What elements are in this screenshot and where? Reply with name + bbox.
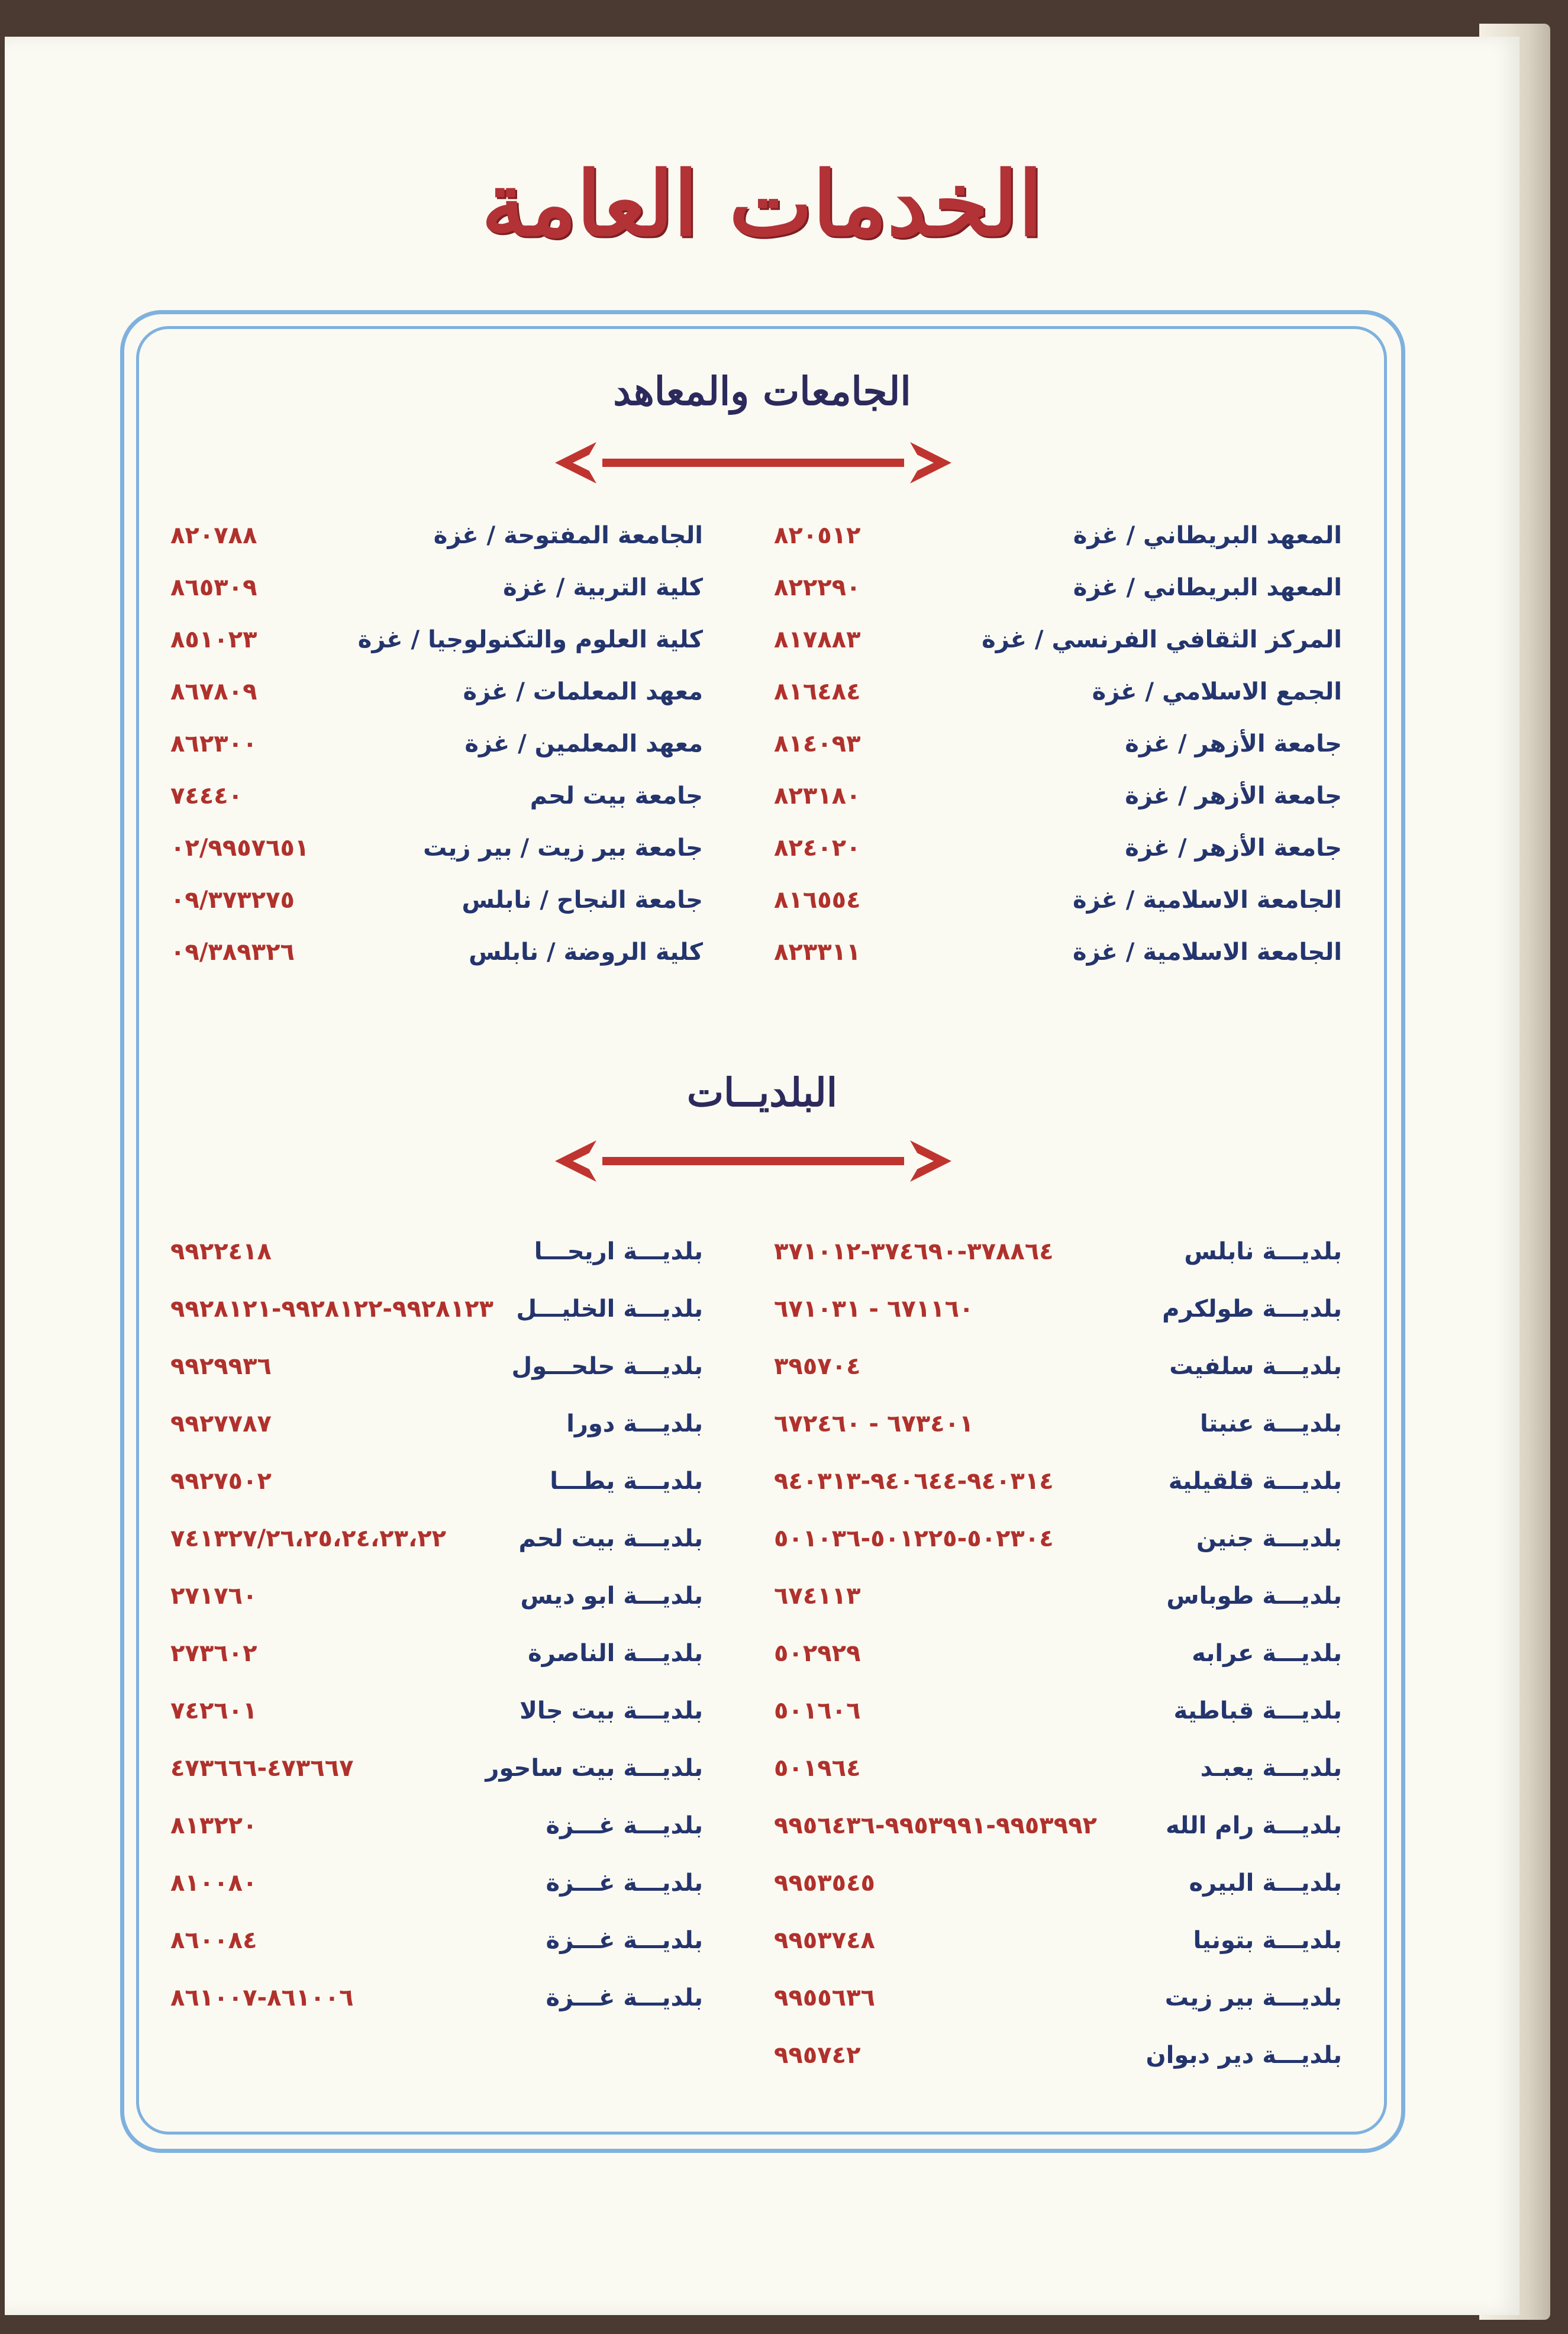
entry-name: معهد المعلمين / غزة: [464, 730, 703, 757]
university-row: [170, 939, 703, 980]
entry-name: كلية العلوم والتكنولوجيا / غزة: [357, 626, 703, 653]
entry-phone: ٨٦٧٨٠٩: [170, 678, 257, 705]
entry-phone: ٨٢٢٢٩٠: [774, 574, 861, 601]
entry-phone: ٩٩٢٢٤١٨: [170, 1238, 272, 1265]
entry-name: بلديـــة عنبتا: [1200, 1410, 1342, 1437]
entry-phone: ٨١٠٠٨٠: [170, 1869, 257, 1897]
entry-name: بلديـــة سلفيت: [1169, 1353, 1342, 1380]
entry-phone: ٦٧٣٤٠١ - ٦٧٢٤٦٠: [774, 1410, 974, 1437]
universities-heading: الجامعات والمعاهد: [613, 368, 911, 414]
page: [5, 37, 1519, 2315]
entry-phone: ٣٩٥٧٠٤: [774, 1353, 861, 1380]
entry-name: الجامعة المفتوحة / غزة: [433, 522, 703, 549]
entry-name: بلديـــة غـــزة: [546, 1812, 703, 1839]
entry-phone: ٦٧١١٦٠ - ٦٧١٠٣١: [774, 1295, 974, 1323]
university-row: [774, 574, 1342, 615]
entry-name: بلديـــة بيت ساحور: [485, 1755, 703, 1782]
entry-name: الجامعة الاسلامية / غزة: [1073, 886, 1342, 914]
entry-phone: ٠٩/٣٧٣٢٧٥: [170, 886, 295, 914]
municipality-row: [774, 1812, 1342, 1853]
university-row: [774, 730, 1342, 772]
municipality-row: [170, 1812, 703, 1853]
university-row: [170, 626, 703, 668]
entry-phone: ٩٩٥٣٧٤٨: [774, 1927, 875, 1954]
entry-phone: ٨٦٠٠٨٤: [170, 1927, 257, 1954]
university-row: [774, 834, 1342, 876]
entry-phone: ٧٤١٣٢٧/٢٦،٢٥،٢٤،٢٣،٢٢: [170, 1525, 447, 1552]
municipality-row: [170, 1410, 703, 1452]
entry-name: بلديـــة البيره: [1189, 1869, 1342, 1897]
university-row: [170, 678, 703, 720]
entry-phone: ٠٢/٩٩٥٧٦٥١: [170, 834, 309, 862]
municipality-row: [170, 1582, 703, 1624]
entry-name: جامعة الأزهر / غزة: [1125, 782, 1342, 810]
entry-phone: ٨٢٣٣١١: [774, 939, 861, 966]
municipality-row: [774, 1640, 1342, 1681]
entry-phone: ٨٦٥٣٠٩: [170, 574, 257, 601]
municipality-row: [170, 1295, 703, 1337]
entry-name: بلديـــة عرابه: [1192, 1640, 1342, 1667]
municipality-row: [774, 1525, 1342, 1566]
entry-name: بلديـــة دير دبوان: [1146, 2042, 1342, 2069]
entry-phone: ٨٢٣١٨٠: [774, 782, 861, 810]
page-title: الخدمات العامة: [481, 152, 1043, 256]
entry-name: بلديـــة رام الله: [1166, 1812, 1342, 1839]
entry-name: بلديـــة نابلس: [1184, 1238, 1342, 1265]
municipality-row: [774, 1869, 1342, 1911]
entry-name: بلديـــة جنين: [1196, 1525, 1342, 1552]
entry-name: بلديـــة بيت جالا: [520, 1697, 703, 1724]
entry-phone: ٩٩٥٥٦٣٦: [774, 1984, 875, 2011]
municipality-row: [774, 1582, 1342, 1624]
municipality-row: [170, 1353, 703, 1394]
entry-phone: ٤٧٣٦٦٧-٤٧٣٦٦٦: [170, 1755, 354, 1782]
municipality-row: [170, 1238, 703, 1279]
municipality-row: [774, 1410, 1342, 1452]
municipality-row: [774, 1755, 1342, 1796]
entry-phone: ٧٤٤٤٠: [170, 782, 243, 810]
university-row: [774, 886, 1342, 928]
double-arrow-ornament: [555, 439, 951, 486]
entry-name: بلديـــة الناصرة: [528, 1640, 703, 1667]
entry-phone: ٩٩٢٨١٢٣-٩٩٢٨١٢٢-٩٩٢٨١٢١: [170, 1295, 493, 1323]
entry-phone: ٢٧٣٦٠٢: [170, 1640, 257, 1667]
entry-name: بلديـــة بيت لحم: [518, 1525, 703, 1552]
entry-name: المركز الثقافي الفرنسي / غزة: [982, 626, 1342, 653]
entry-name: بلديـــة بير زيت: [1164, 1984, 1342, 2011]
municipality-row: [774, 1238, 1342, 1279]
municipality-row: [170, 1755, 703, 1796]
entry-phone: ٨٢٠٥١٢: [774, 522, 861, 549]
entry-name: الجمع الاسلامي / غزة: [1092, 678, 1342, 705]
municipality-row: [170, 1984, 703, 2026]
entry-phone: ٥٠١٩٦٤: [774, 1755, 861, 1782]
university-row: [774, 939, 1342, 980]
entry-phone: ٩٩٢٧٧٨٧: [170, 1410, 272, 1437]
entry-name: معهد المعلمات / غزة: [463, 678, 703, 705]
municipality-row: [170, 1869, 703, 1911]
municipality-row: [774, 1353, 1342, 1394]
entry-phone: ٨٢٠٧٨٨: [170, 522, 257, 549]
municipality-row: [170, 1927, 703, 1968]
entry-name: بلديـــة دورا: [566, 1410, 703, 1437]
entry-name: الجامعة الاسلامية / غزة: [1073, 939, 1342, 966]
entry-name: بلديـــة حلحـــول: [511, 1353, 703, 1380]
entry-phone: ٨١٦٥٥٤: [774, 886, 861, 914]
municipality-row: [774, 1927, 1342, 1968]
university-row: [170, 782, 703, 824]
university-row: [170, 522, 703, 563]
entry-phone: ٨٥١٠٢٣: [170, 626, 257, 653]
entry-phone: ٩٩٥٧٤٢: [774, 2042, 861, 2069]
university-row: [774, 626, 1342, 668]
entry-name: بلديـــة قباطية: [1173, 1697, 1342, 1724]
entry-name: بلديـــة اريحـــا: [534, 1238, 703, 1265]
entry-phone: ٨١٦٤٨٤: [774, 678, 861, 705]
entry-phone: ٨١٣٢٢٠: [170, 1812, 257, 1839]
entry-name: بلديـــة طوباس: [1166, 1582, 1342, 1610]
entry-phone: ٥٠١٦٠٦: [774, 1697, 861, 1724]
entry-name: بلديـــة طولكرم: [1162, 1295, 1342, 1323]
university-row: [170, 834, 703, 876]
municipality-row: [774, 1468, 1342, 1509]
entry-name: بلديـــة قلقيلية: [1168, 1468, 1342, 1495]
entry-name: بلديـــة غـــزة: [546, 1927, 703, 1954]
entry-name: المعهد البريطاني / غزة: [1073, 522, 1342, 549]
entry-name: جامعة بير زيت / بير زيت: [423, 834, 703, 862]
university-row: [774, 678, 1342, 720]
university-row: [170, 574, 703, 615]
entry-phone: ٧٤٢٦٠١: [170, 1697, 257, 1724]
entry-name: بلديـــة يطـــا: [550, 1468, 703, 1495]
entry-name: بلديـــة يعبـد: [1200, 1755, 1342, 1782]
entry-name: بلديـــة الخليـــل: [516, 1295, 703, 1323]
entry-name: المعهد البريطاني / غزة: [1073, 574, 1342, 601]
entry-phone: ٩٤٠٣١٤-٩٤٠٦٤٤-٩٤٠٣١٣: [774, 1468, 1054, 1495]
municipalities-heading: البلديــات: [686, 1069, 838, 1116]
entry-phone: ٩٩٥٣٥٤٥: [774, 1869, 875, 1897]
municipality-row: [170, 1525, 703, 1566]
entry-phone: ٩٩٢٩٩٣٦: [170, 1353, 272, 1380]
entry-phone: ٩٩٢٧٥٠٢: [170, 1468, 272, 1495]
entry-phone: ٦٧٤١١٣: [774, 1582, 861, 1610]
entry-name: كلية التربية / غزة: [503, 574, 703, 601]
university-row: [170, 730, 703, 772]
double-arrow-ornament-2: [555, 1137, 951, 1185]
municipality-row: [774, 1984, 1342, 2026]
entry-phone: ٣٧٨٨٦٤-٣٧٤٦٩٠-٣٧١٠١٢: [774, 1238, 1054, 1265]
entry-phone: ٥٠٢٣٠٤-٥٠١٢٢٥-٥٠١٠٣٦: [774, 1525, 1054, 1552]
entry-name: بلديـــة بتونيا: [1193, 1927, 1342, 1954]
entry-phone: ٢٧١٧٦٠: [170, 1582, 257, 1610]
entry-phone: ٨٦٢٣٠٠: [170, 730, 257, 757]
municipality-row: [170, 1640, 703, 1681]
entry-name: كلية الروضة / نابلس: [469, 939, 703, 966]
municipality-row: [774, 1295, 1342, 1337]
municipality-row: [774, 1697, 1342, 1739]
entry-phone: ٨١٤٠٩٣: [774, 730, 861, 757]
university-row: [774, 782, 1342, 824]
municipality-row: [170, 1697, 703, 1739]
entry-phone: ٨١٧٨٨٣: [774, 626, 861, 653]
entry-name: جامعة النجاح / نابلس: [462, 886, 703, 914]
university-row: [170, 886, 703, 928]
entry-name: جامعة بيت لحم: [530, 782, 703, 810]
university-row: [774, 522, 1342, 563]
entry-name: جامعة الأزهر / غزة: [1125, 730, 1342, 757]
entry-name: بلديـــة ابو ديس: [520, 1582, 703, 1610]
entry-name: بلديـــة غـــزة: [546, 1984, 703, 2011]
entry-phone: ٥٠٢٩٢٩: [774, 1640, 861, 1667]
entry-phone: ٨٦١٠٠٦-٨٦١٠٠٧: [170, 1984, 354, 2011]
entry-phone: ٨٢٤٠٢٠: [774, 834, 861, 862]
entry-phone: ٠٩/٣٨٩٣٢٦: [170, 939, 295, 966]
entry-name: جامعة الأزهر / غزة: [1125, 834, 1342, 862]
municipality-row: [774, 2042, 1342, 2083]
entry-name: بلديـــة غـــزة: [546, 1869, 703, 1897]
entry-phone: ٩٩٥٣٩٩٢-٩٩٥٣٩٩١-٩٩٥٦٤٣٦: [774, 1812, 1097, 1839]
municipality-row: [170, 1468, 703, 1509]
